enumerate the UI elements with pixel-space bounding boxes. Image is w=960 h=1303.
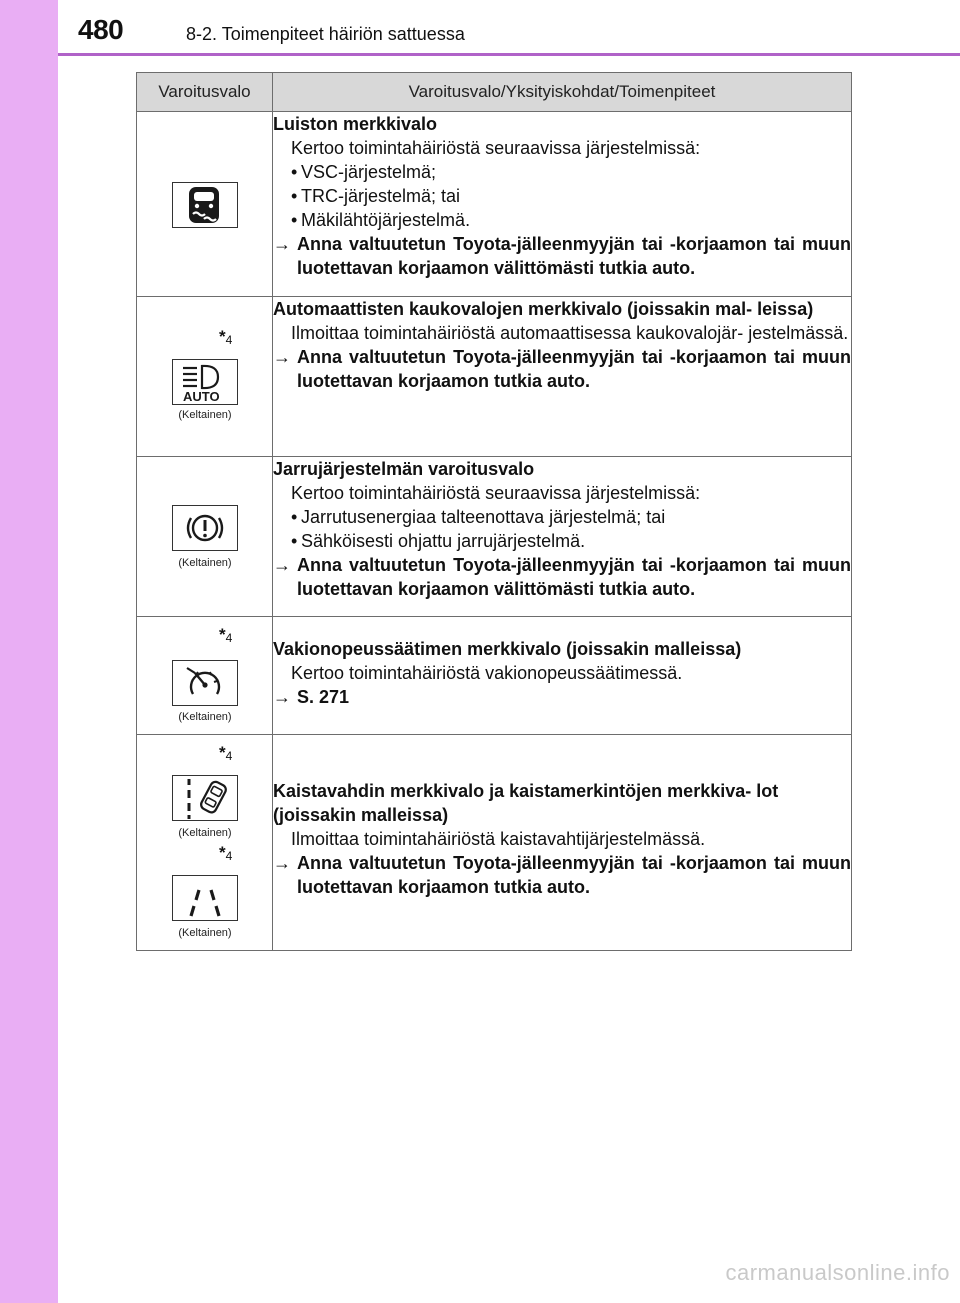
color-label: (Keltainen): [178, 927, 232, 939]
footnote-marker: $*_4$: [219, 843, 233, 863]
light-title: Automaattisten kaukovalojen merkkivalo (joissakin mal- leissa): [273, 299, 814, 319]
light-intro: Kertoo toimintahäiriöstä vakionopeussäätimessä.: [291, 663, 683, 683]
icon-cell: [137, 457, 273, 617]
list-item: • Sähköisesti ohjattu jarrujärjestelmä.: [273, 529, 851, 553]
icon-cell: [137, 112, 273, 297]
table-row: [137, 735, 852, 951]
arrow-icon: →: [273, 234, 291, 254]
light-title: Luiston merkkivalo: [273, 114, 438, 134]
action-text[interactable]: [273, 685, 851, 709]
footnote-marker: $*_4$: [219, 625, 233, 645]
list-item: • Jarrutusenergiaa talteenottava järjestelmä; tai: [273, 505, 851, 529]
light-intro: Kertoo toimintahäiriöstä seuraavissa järjestelmissä:: [291, 138, 701, 158]
action-text: → Anna valtuutetun Toyota-jälleenmyyjän tai -korjaamon tai muun luotettavan korjaamon tutkia auto.: [273, 347, 851, 391]
skid-indicator-icon: [172, 182, 238, 228]
light-intro: Ilmoittaa toimintahäiriöstä automaattisessa kaukovalojär- jestelmässä.: [291, 323, 849, 343]
page-reference-link[interactable]: S. 271: [297, 687, 350, 707]
action-text: → Anna valtuutetun Toyota-jälleenmyyjän tai -korjaamon tai muun luotettavan korjaamon välittömästi tutkia auto.: [273, 555, 851, 599]
light-title: Vakionopeussäätimen merkkivalo (joissakin malleissa): [273, 639, 742, 659]
column-header-details: Varoitusvalo/Yksityiskohdat/Toimenpiteet: [273, 73, 852, 112]
arrow-icon: →: [273, 853, 291, 873]
footnote-marker: $*_4$: [219, 327, 233, 347]
cruise-control-icon: [172, 660, 238, 706]
arrow-icon: →: [273, 347, 291, 367]
section-title: 8-2. Toimenpiteet häiriön sattuessa: [186, 24, 465, 44]
list-item: • TRC-järjestelmä; tai: [273, 184, 851, 208]
color-label: (Keltainen): [178, 711, 232, 723]
table-row: [137, 112, 852, 297]
table-header-row: [137, 73, 852, 112]
color-label: (Keltainen): [178, 827, 232, 839]
warning-lights-table: [136, 72, 852, 951]
arrow-icon: →: [273, 687, 291, 707]
color-label: (Keltainen): [178, 557, 232, 569]
column-header-light: Varoitusvalo: [137, 73, 273, 112]
light-title: Kaistavahdin merkkivalo ja kaistamerkintöjen merkkiva- lot (joissakin malleissa): [273, 781, 779, 825]
table-row: [137, 457, 852, 617]
lane-departure-icon: [172, 775, 238, 821]
footnote-marker: $*_4$: [219, 743, 233, 763]
page-number: 480: [78, 14, 124, 45]
icon-cell: [137, 735, 273, 951]
watermark: carmanualsonline.info: [725, 1260, 950, 1285]
description-cell: [273, 112, 852, 297]
description-cell: [273, 617, 852, 735]
description-cell: [273, 457, 852, 617]
lane-markings-icon: [172, 875, 238, 921]
light-intro: Kertoo toimintahäiriöstä seuraavissa järjestelmissä:: [291, 483, 701, 503]
color-label: (Keltainen): [178, 409, 232, 421]
action-text: → Anna valtuutetun Toyota-jälleenmyyjän tai -korjaamon tai muun luotettavan korjaamon välittömästi tutkia auto.: [273, 234, 851, 278]
description-cell: [273, 735, 852, 951]
table-row: [137, 617, 852, 735]
light-intro: Ilmoittaa toimintahäiriöstä kaistavahtijärjestelmässä.: [291, 829, 706, 849]
light-title: Jarrujärjestelmän varoitusvalo: [273, 459, 535, 479]
svg-text:AUTO: AUTO: [183, 389, 220, 404]
icon-cell: [137, 617, 273, 735]
auto-high-beam-icon: [172, 359, 238, 405]
action-text: → Anna valtuutetun Toyota-jälleenmyyjän tai -korjaamon tai muun luotettavan korjaamon tutkia auto.: [273, 853, 851, 897]
description-cell: [273, 297, 852, 457]
table-row: [137, 297, 852, 457]
brake-system-warning-icon: [172, 505, 238, 551]
list-item: • VSC-järjestelmä;: [273, 160, 851, 184]
header-rule: [58, 53, 960, 56]
list-item: • Mäkilähtöjärjestelmä.: [273, 208, 851, 232]
icon-cell: [137, 297, 273, 457]
arrow-icon: →: [273, 555, 291, 575]
side-tab-band: [0, 0, 58, 1303]
